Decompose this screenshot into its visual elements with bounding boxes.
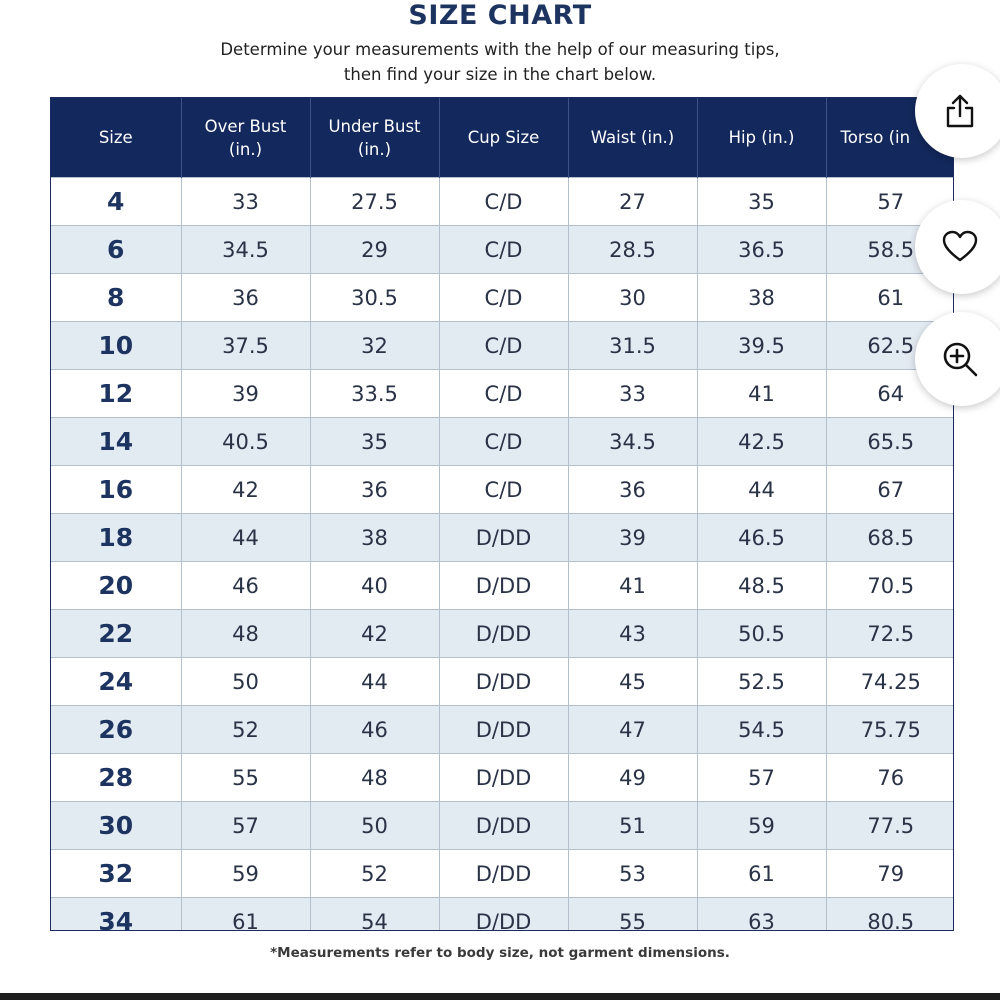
- table-cell-under-bust: 52: [310, 850, 439, 898]
- table-cell-under-bust: 46: [310, 706, 439, 754]
- table-cell-under-bust: 29: [310, 226, 439, 274]
- table-cell-under-bust: 36: [310, 466, 439, 514]
- table-cell-cup-size: D/DD: [439, 610, 568, 658]
- subtitle-line-1: Determine your measurements with the help of our measuring tips,: [220, 40, 780, 59]
- table-cell-size: 26: [51, 706, 181, 754]
- table-cell-hip: 42.5: [697, 418, 826, 466]
- table-row: [51, 706, 954, 754]
- table-cell-cup-size: C/D: [439, 466, 568, 514]
- table-cell-size: 32: [51, 850, 181, 898]
- table-cell-under-bust: 32: [310, 322, 439, 370]
- table-cell-torso: 80.5: [826, 898, 954, 932]
- table-cell-cup-size: C/D: [439, 418, 568, 466]
- table-cell-under-bust: 40: [310, 562, 439, 610]
- table-cell-size: 4: [51, 178, 181, 226]
- table-cell-torso: 57: [826, 178, 954, 226]
- table-cell-hip: 36.5: [697, 226, 826, 274]
- table-row: [51, 754, 954, 802]
- table-cell-waist: 45: [568, 658, 697, 706]
- table-cell-size: 30: [51, 802, 181, 850]
- table-cell-cup-size: D/DD: [439, 514, 568, 562]
- table-cell-cup-size: D/DD: [439, 802, 568, 850]
- table-cell-hip: 41: [697, 370, 826, 418]
- table-cell-waist: 51: [568, 802, 697, 850]
- column-header-size: Size: [51, 98, 181, 178]
- table-cell-torso: 74.25: [826, 658, 954, 706]
- table-cell-hip: 46.5: [697, 514, 826, 562]
- table-cell-waist: 41: [568, 562, 697, 610]
- table-cell-under-bust: 33.5: [310, 370, 439, 418]
- table-cell-waist: 55: [568, 898, 697, 932]
- table-cell-cup-size: D/DD: [439, 658, 568, 706]
- table-cell-torso: 72.5: [826, 610, 954, 658]
- table-cell-under-bust: 30.5: [310, 274, 439, 322]
- table-cell-over-bust: 44: [181, 514, 310, 562]
- table-cell-torso: 65.5: [826, 418, 954, 466]
- table-cell-cup-size: D/DD: [439, 754, 568, 802]
- table-cell-hip: 35: [697, 178, 826, 226]
- table-cell-under-bust: 44: [310, 658, 439, 706]
- size-chart-table: [50, 97, 954, 931]
- table-cell-hip: 38: [697, 274, 826, 322]
- bottom-bar: [0, 993, 1000, 1000]
- table-cell-under-bust: 48: [310, 754, 439, 802]
- table-cell-waist: 30: [568, 274, 697, 322]
- table-cell-size: 12: [51, 370, 181, 418]
- heart-icon: [940, 227, 980, 267]
- column-header-torso: Torso (in: [826, 98, 954, 178]
- table-cell-hip: 59: [697, 802, 826, 850]
- table-cell-cup-size: C/D: [439, 370, 568, 418]
- table-cell-torso: 62.5: [826, 322, 954, 370]
- table-cell-cup-size: D/DD: [439, 898, 568, 932]
- page-title: SIZE CHART: [408, 0, 592, 31]
- table-cell-waist: 28.5: [568, 226, 697, 274]
- table-cell-over-bust: 48: [181, 610, 310, 658]
- table-cell-size: 14: [51, 418, 181, 466]
- table-cell-waist: 49: [568, 754, 697, 802]
- zoom-button[interactable]: [915, 312, 1000, 406]
- table-cell-over-bust: 34.5: [181, 226, 310, 274]
- table-row: [51, 322, 954, 370]
- column-header-over-bust: Over Bust (in.): [181, 98, 310, 178]
- column-header-hip: Hip (in.): [697, 98, 826, 178]
- table-row: [51, 802, 954, 850]
- table-cell-torso: 68.5: [826, 514, 954, 562]
- table-cell-hip: 52.5: [697, 658, 826, 706]
- table-row: [51, 178, 954, 226]
- table-cell-hip: 44: [697, 466, 826, 514]
- table-cell-over-bust: 40.5: [181, 418, 310, 466]
- table-cell-waist: 31.5: [568, 322, 697, 370]
- table-row: [51, 418, 954, 466]
- table-cell-hip: 57: [697, 754, 826, 802]
- table-cell-over-bust: 42: [181, 466, 310, 514]
- table-cell-size: 18: [51, 514, 181, 562]
- table-cell-size: 6: [51, 226, 181, 274]
- table-cell-waist: 33: [568, 370, 697, 418]
- table-cell-over-bust: 59: [181, 850, 310, 898]
- table-header-row: [51, 98, 954, 178]
- table-cell-under-bust: 27.5: [310, 178, 439, 226]
- table-cell-cup-size: D/DD: [439, 562, 568, 610]
- table-cell-under-bust: 35: [310, 418, 439, 466]
- table-cell-over-bust: 33: [181, 178, 310, 226]
- table-cell-over-bust: 52: [181, 706, 310, 754]
- table-cell-under-bust: 38: [310, 514, 439, 562]
- table-cell-under-bust: 50: [310, 802, 439, 850]
- table-cell-torso: 79: [826, 850, 954, 898]
- table-row: [51, 466, 954, 514]
- table-cell-size: 22: [51, 610, 181, 658]
- table-cell-size: 20: [51, 562, 181, 610]
- table-cell-size: 10: [51, 322, 181, 370]
- table-cell-over-bust: 39: [181, 370, 310, 418]
- table-row: [51, 226, 954, 274]
- table-cell-torso: 76: [826, 754, 954, 802]
- table-cell-hip: 63: [697, 898, 826, 932]
- table-row: [51, 562, 954, 610]
- column-header-under-bust: Under Bust (in.): [310, 98, 439, 178]
- table-cell-cup-size: C/D: [439, 226, 568, 274]
- table-cell-size: 8: [51, 274, 181, 322]
- table-cell-hip: 54.5: [697, 706, 826, 754]
- table-cell-size: 16: [51, 466, 181, 514]
- like-button[interactable]: [915, 200, 1000, 294]
- share-button[interactable]: [915, 64, 1000, 158]
- subtitle-line-2: then find your size in the chart below.: [343, 65, 657, 84]
- table-cell-torso: 67: [826, 466, 954, 514]
- table-cell-waist: 39: [568, 514, 697, 562]
- table-row: [51, 610, 954, 658]
- table-cell-cup-size: C/D: [439, 178, 568, 226]
- table-cell-waist: 27: [568, 178, 697, 226]
- table-row: [51, 850, 954, 898]
- table-cell-torso: 58.5: [826, 226, 954, 274]
- table-cell-torso: 77.5: [826, 802, 954, 850]
- table-cell-cup-size: C/D: [439, 322, 568, 370]
- column-header-waist: Waist (in.): [568, 98, 697, 178]
- table-cell-torso: 75.75: [826, 706, 954, 754]
- table-cell-waist: 34.5: [568, 418, 697, 466]
- table-cell-over-bust: 46: [181, 562, 310, 610]
- table-cell-waist: 43: [568, 610, 697, 658]
- page-subtitle: [0, 37, 1000, 87]
- table-cell-over-bust: 50: [181, 658, 310, 706]
- table-cell-waist: 36: [568, 466, 697, 514]
- table-cell-hip: 39.5: [697, 322, 826, 370]
- table-cell-torso: 61: [826, 274, 954, 322]
- zoom-in-icon: [940, 339, 980, 379]
- table-body: [51, 178, 954, 932]
- table-cell-size: 24: [51, 658, 181, 706]
- table-cell-cup-size: D/DD: [439, 850, 568, 898]
- table-cell-under-bust: 54: [310, 898, 439, 932]
- column-header-cup-size: Cup Size: [439, 98, 568, 178]
- table-cell-under-bust: 42: [310, 610, 439, 658]
- table-row: [51, 370, 954, 418]
- table-cell-hip: 61: [697, 850, 826, 898]
- table-cell-size: 28: [51, 754, 181, 802]
- table-cell-waist: 47: [568, 706, 697, 754]
- table-cell-over-bust: 55: [181, 754, 310, 802]
- table-row: [51, 514, 954, 562]
- table-row: [51, 658, 954, 706]
- share-icon: [940, 91, 980, 131]
- footnote: *Measurements refer to body size, not garment dimensions.: [270, 945, 730, 961]
- table-cell-over-bust: 37.5: [181, 322, 310, 370]
- table-cell-size: 34: [51, 898, 181, 932]
- table-cell-over-bust: 57: [181, 802, 310, 850]
- table-cell-cup-size: C/D: [439, 274, 568, 322]
- table-cell-torso: 70.5: [826, 562, 954, 610]
- table-cell-waist: 53: [568, 850, 697, 898]
- table-row: [51, 898, 954, 932]
- table-row: [51, 274, 954, 322]
- table-cell-torso: 64: [826, 370, 954, 418]
- table-cell-hip: 50.5: [697, 610, 826, 658]
- table-cell-hip: 48.5: [697, 562, 826, 610]
- table-cell-cup-size: D/DD: [439, 706, 568, 754]
- table-cell-over-bust: 61: [181, 898, 310, 932]
- table-cell-over-bust: 36: [181, 274, 310, 322]
